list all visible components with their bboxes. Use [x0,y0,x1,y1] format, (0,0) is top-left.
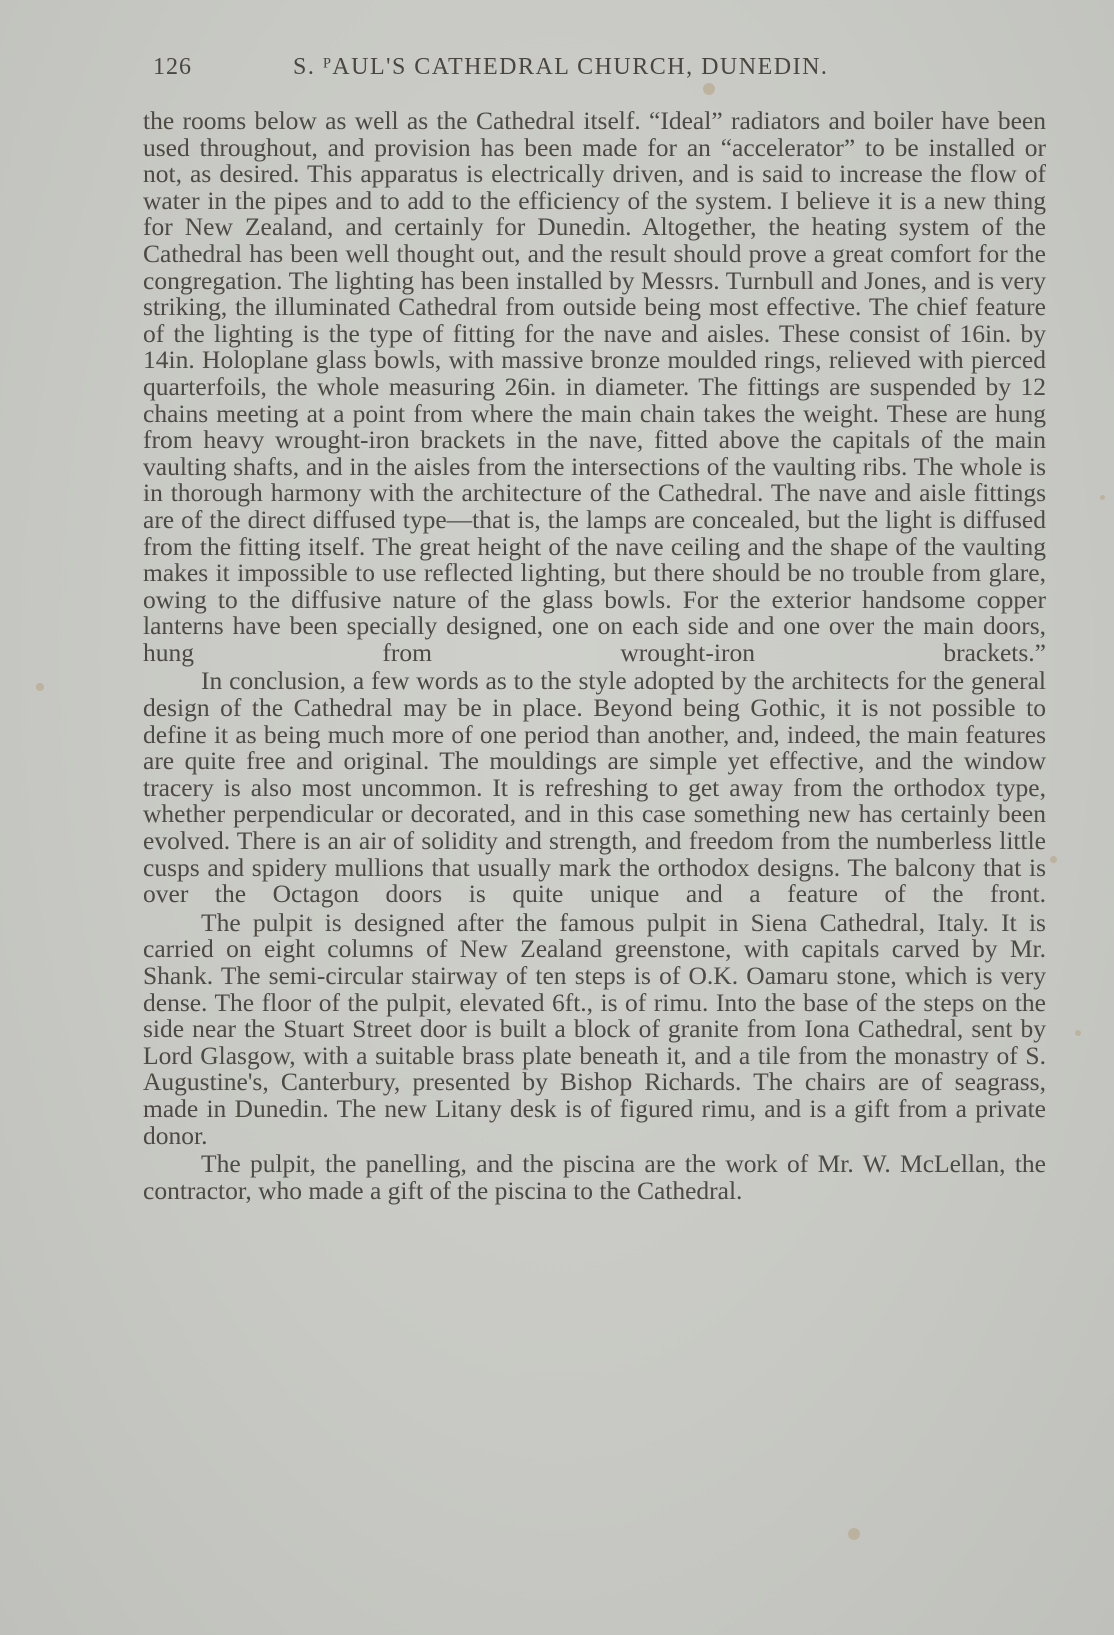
running-title: S. ᴾAUL'S CATHEDRAL CHURCH, DUNEDIN. [293,54,829,80]
paper-speck [703,83,715,95]
paragraph-pulpit: The pulpit is designed after the famous pulpit in Siena Cathedral, Italy. It is carried on eight columns of New Zealand greenstone, with capitals carved by Mr. Shank. The semi-circular stairway of ten steps is of O.K. Oamaru stone, which is very dense. The floor of the pulpit, elevated 6ft., is of rimu. Into the base of the steps on the side near the Stuart Street door is built a block of granite from Iona Cathedral, sent by Lord Glasgow, with a suitable brass plate beneath it, and a tile from the monastry of S. Augustine's, Canterbury, presented by Bishop Richards. The chairs are of seagrass, made in Dunedin. The new Litany desk is of figured rimu, and is a gift from a private donor. [143,907,1046,1150]
paper-speck [1075,1030,1081,1036]
paper-speck [1100,495,1105,500]
paper-speck [1050,856,1057,863]
page-number: 126 [153,54,192,80]
paper-speck [36,683,44,691]
paper-speck [848,1528,860,1540]
paragraph-piscina: The pulpit, the panelling, and the piscina are the work of Mr. W. McLellan, the contractor, who made a gift of the piscina to the Cathedral. [143,1149,1046,1205]
body-text [143,108,1046,1204]
paragraph-lighting: the rooms below as well as the Cathedral itself. “Ideal” radiators and boiler have been used throughout, and provision has been made for an “accelerator” to be installed or not, as desired. This apparatus is electrically driven, and is said to increase the flow of water in the pipes and to add to the efficiency of the system. I believe it is a new thing for New Zealand, and certainly for Dunedin. Altogether, the heating system of the Cathedral has been well thought out, and the result should prove a great comfort for the congregation. The lighting has been installed by Messrs. Turnbull and Jones, and is very striking, the illuminated Cathedral from outside being most effective. The chief feature of the lighting is the type of fitting for the nave and aisles. These consist of 16in. by 14in. Holoplane glass bowls, with massive bronze moulded rings, relieved with pierced quarterfoils, the whole measuring 26in. in diameter. The fittings are suspended by 12 chains meeting at a point from where the main chain takes the weight. These are hung from heavy wrought-iron brackets in the nave, fitted above the capitals of the main vaulting shafts, and in the aisles from the intersections of the vaulting ribs. The whole is in thorough harmony with the architecture of the Cathedral. The nave and aisle fittings are of the direct diffused type—that is, the lamps are concealed, but the light is diffused from the fitting itself. The great height of the nave ceiling and the shape of the vaulting makes it impossible to use reflected lighting, but there should be no trouble from glare, owing to the diffusive nature of the glass bowls. For the exterior handsome copper lanterns have been specially designed, one on each side and one over the main doors, hung from wrought-iron brackets.” [143,106,1046,667]
running-head [143,54,888,84]
paragraph-style: In conclusion, a few words as to the style adopted by the architects for the general design of the Cathedral may be in place. Beyond being Gothic, it is not possible to define it as being much more of one period than another, and, indeed, the main features are quite free and original. The mouldings are simple yet effective, and the window tracery is also most uncommon. It is refreshing to get away from the orthodox type, whether perpendicular or decorated, and in this case something new has certainly been evolved. There is an air of solidity and strength, and freedom from the numberless little cusps and spidery mullions that usually mark the orthodox designs. The balcony that is over the Octagon doors is quite unique and a feature of the front. [143,666,1046,909]
